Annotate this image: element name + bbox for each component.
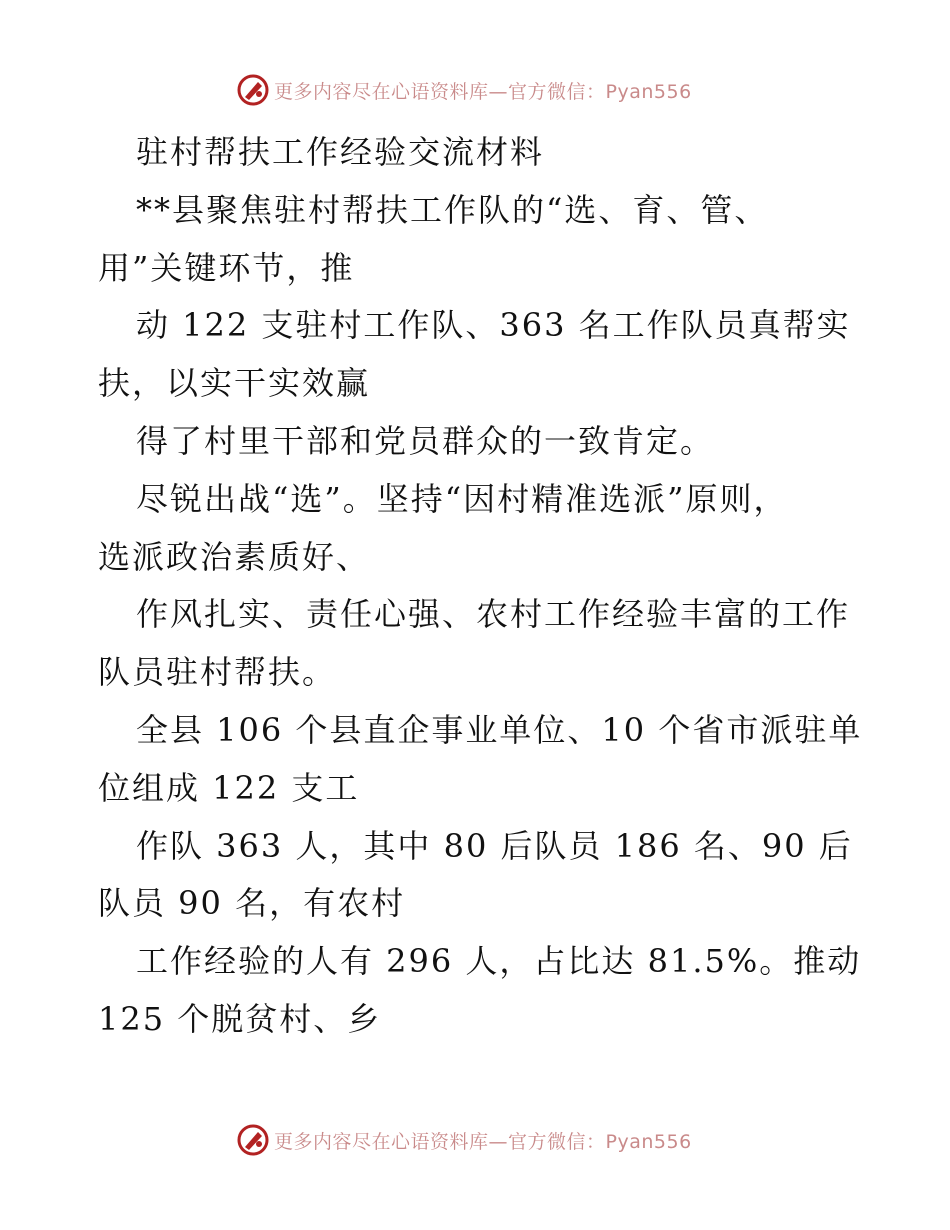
paragraph-line: 全县 106 个县直企事业单位、10 个省市派驻单: [136, 710, 863, 749]
footer-watermark: [236, 1122, 692, 1158]
watermark-logo-icon: [236, 73, 270, 107]
paragraph-line: 位组成 122 支工: [98, 768, 360, 807]
paragraph-line: 工作经验的人有 296 人，占比达 81.5%。推动: [136, 942, 862, 981]
header-watermark: [236, 72, 692, 108]
document-title: 驻村帮扶工作经验交流材料: [136, 133, 545, 171]
paragraph-line: 作队 363 人，其中 80 后队员 186 名、90 后: [136, 826, 853, 865]
paragraph-line: 作风扎实、责任心强、农村工作经验丰富的工作: [136, 595, 851, 634]
paragraph-line: 队员 90 名，有农村: [98, 884, 406, 923]
paragraph-line: 队员驻村帮扶。: [98, 653, 337, 692]
document-body: [98, 124, 863, 1049]
watermark-text: 更多内容尽在心语资料库—官方微信：Pyan556: [274, 80, 692, 103]
paragraph-line: 扶，以实干实效赢: [98, 364, 371, 403]
watermark-logo-icon: [236, 1123, 270, 1157]
paragraph-line: 动 122 支驻村工作队、363 名工作队员真帮实: [136, 306, 851, 345]
paragraph-line: 尽锐出战“选”。坚持“因村精准选派”原则，: [136, 479, 788, 518]
watermark-text: 更多内容尽在心语资料库—官方微信：Pyan556: [274, 1130, 692, 1153]
paragraph-line: 用”关键环节，推: [98, 248, 355, 287]
paragraph-line: 125 个脱贫村、乡: [98, 999, 382, 1038]
paragraph-line: 得了村里干部和党员群众的一致肯定。: [136, 421, 715, 460]
paragraph-line: 选派政治素质好、: [98, 537, 371, 576]
paragraph-line: **县聚焦驻村帮扶工作队的“选、育、管、: [136, 190, 769, 229]
